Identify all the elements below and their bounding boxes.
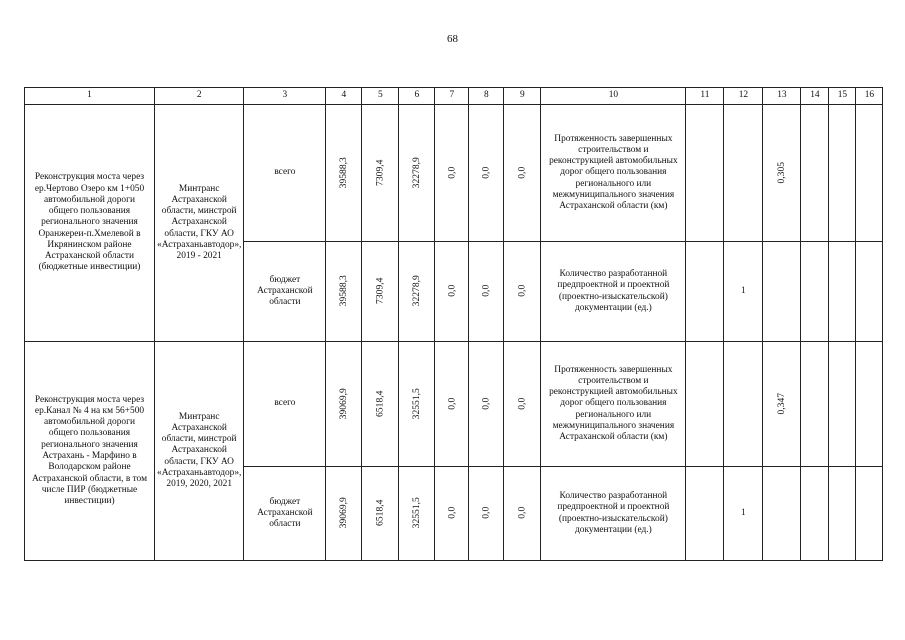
header-col-6: 6 bbox=[399, 88, 435, 105]
project-name: Реконструкция моста через ер.Чертово Озеро км 1+050 автомобильной дороги общего пользования регионального значения Оранжереи-п.Хмелевой в Икрянинском районе Астраханской области (бюджетные инвестиции) bbox=[25, 105, 155, 342]
header-col-13: 13 bbox=[763, 88, 801, 105]
project-customer: Минтранс Астраханской области, минстрой Астраханской области, ГКУ АО «Астраханьавтодор», 2019 - 2021 bbox=[155, 105, 244, 342]
table-row bbox=[25, 105, 883, 242]
indicator: Протяженность завершенных строительством и реконструкцией автомобильных дорог общего пользования регионального или межмуниципального значения Астраханской области (км) bbox=[541, 105, 686, 242]
header-col-14: 14 bbox=[801, 88, 829, 105]
header-col-4: 4 bbox=[326, 88, 362, 105]
header-col-12: 12 bbox=[724, 88, 763, 105]
header-col-16: 16 bbox=[856, 88, 883, 105]
cell-col-9: 0,0 bbox=[504, 105, 541, 242]
cell-col-15 bbox=[829, 105, 856, 242]
cell-col-14 bbox=[801, 467, 829, 561]
page-number: 68 bbox=[447, 33, 458, 45]
project-customer: Минтранс Астраханской области, минстрой Астраханской области, ГКУ АО «Астраханьавтодор», 2019, 2020, 2021 bbox=[155, 342, 244, 561]
cell-col-4: 39588,3 bbox=[326, 105, 362, 242]
cell-col-7: 0,0 bbox=[435, 467, 469, 561]
header-col-11: 11 bbox=[686, 88, 724, 105]
cell-col-5: 6518,4 bbox=[362, 467, 399, 561]
funding-source: бюджет Астраханской области bbox=[244, 467, 326, 561]
cell-col-12 bbox=[724, 342, 763, 467]
cell-col-11 bbox=[686, 242, 724, 342]
funding-source: всего bbox=[244, 342, 326, 467]
indicator: Количество разработанной предпроектной и проектной (проектно-изыскательской) документации (ед.) bbox=[541, 242, 686, 342]
header-col-10: 10 bbox=[541, 88, 686, 105]
header-col-9: 9 bbox=[504, 88, 541, 105]
cell-col-15 bbox=[829, 342, 856, 467]
cell-col-12: 1 bbox=[724, 242, 763, 342]
cell-col-7: 0,0 bbox=[435, 242, 469, 342]
cell-col-6: 32278,9 bbox=[399, 105, 435, 242]
cell-col-5: 7309,4 bbox=[362, 105, 399, 242]
header-col-1: 1 bbox=[25, 88, 155, 105]
header-col-2: 2 bbox=[155, 88, 244, 105]
cell-col-13: 0,347 bbox=[763, 342, 801, 467]
indicator: Протяженность завершенных строительством и реконструкцией автомобильных дорог общего пользования регионального или межмуниципального значения Астраханской области (км) bbox=[541, 342, 686, 467]
cell-col-14 bbox=[801, 242, 829, 342]
cell-col-12: 1 bbox=[724, 467, 763, 561]
cell-col-13 bbox=[763, 467, 801, 561]
cell-col-11 bbox=[686, 467, 724, 561]
indicator: Количество разработанной предпроектной и проектной (проектно-изыскательской) документации (ед.) bbox=[541, 467, 686, 561]
cell-col-16 bbox=[856, 467, 883, 561]
cell-col-4: 39069,9 bbox=[326, 342, 362, 467]
cell-col-13 bbox=[763, 242, 801, 342]
cell-col-6: 32551,5 bbox=[399, 342, 435, 467]
cell-col-9: 0,0 bbox=[504, 242, 541, 342]
cell-col-11 bbox=[686, 342, 724, 467]
cell-col-5: 7309,4 bbox=[362, 242, 399, 342]
cell-col-16 bbox=[856, 105, 883, 242]
cell-col-8: 0,0 bbox=[469, 105, 504, 242]
cell-col-8: 0,0 bbox=[469, 342, 504, 467]
cell-col-16 bbox=[856, 242, 883, 342]
project-name: Реконструкция моста через ер.Канал № 4 на км 56+500 автомобильной дороги общего пользования регионального значения Астрахань - Марфино в Володарском районе Астраханской области, в том числе ПИР (бюджетные инвестиции) bbox=[25, 342, 155, 561]
cell-col-13: 0,305 bbox=[763, 105, 801, 242]
cell-col-14 bbox=[801, 342, 829, 467]
header-col-3: 3 bbox=[244, 88, 326, 105]
funding-source: всего bbox=[244, 105, 326, 242]
header-col-7: 7 bbox=[435, 88, 469, 105]
cell-col-4: 39069,9 bbox=[326, 467, 362, 561]
cell-col-9: 0,0 bbox=[504, 342, 541, 467]
cell-col-14 bbox=[801, 105, 829, 242]
cell-col-15 bbox=[829, 242, 856, 342]
cell-col-6: 32278,9 bbox=[399, 242, 435, 342]
data-table bbox=[24, 87, 883, 561]
header-row bbox=[25, 88, 883, 105]
cell-col-12 bbox=[724, 105, 763, 242]
cell-col-8: 0,0 bbox=[469, 242, 504, 342]
header-col-15: 15 bbox=[829, 88, 856, 105]
header-col-8: 8 bbox=[469, 88, 504, 105]
cell-col-4: 39588,3 bbox=[326, 242, 362, 342]
header-col-5: 5 bbox=[362, 88, 399, 105]
cell-col-7: 0,0 bbox=[435, 105, 469, 242]
cell-col-7: 0,0 bbox=[435, 342, 469, 467]
cell-col-16 bbox=[856, 342, 883, 467]
cell-col-8: 0,0 bbox=[469, 467, 504, 561]
cell-col-6: 32551,5 bbox=[399, 467, 435, 561]
table-row bbox=[25, 342, 883, 467]
cell-col-5: 6518,4 bbox=[362, 342, 399, 467]
cell-col-11 bbox=[686, 105, 724, 242]
cell-col-15 bbox=[829, 467, 856, 561]
cell-col-9: 0,0 bbox=[504, 467, 541, 561]
funding-source: бюджет Астраханской области bbox=[244, 242, 326, 342]
